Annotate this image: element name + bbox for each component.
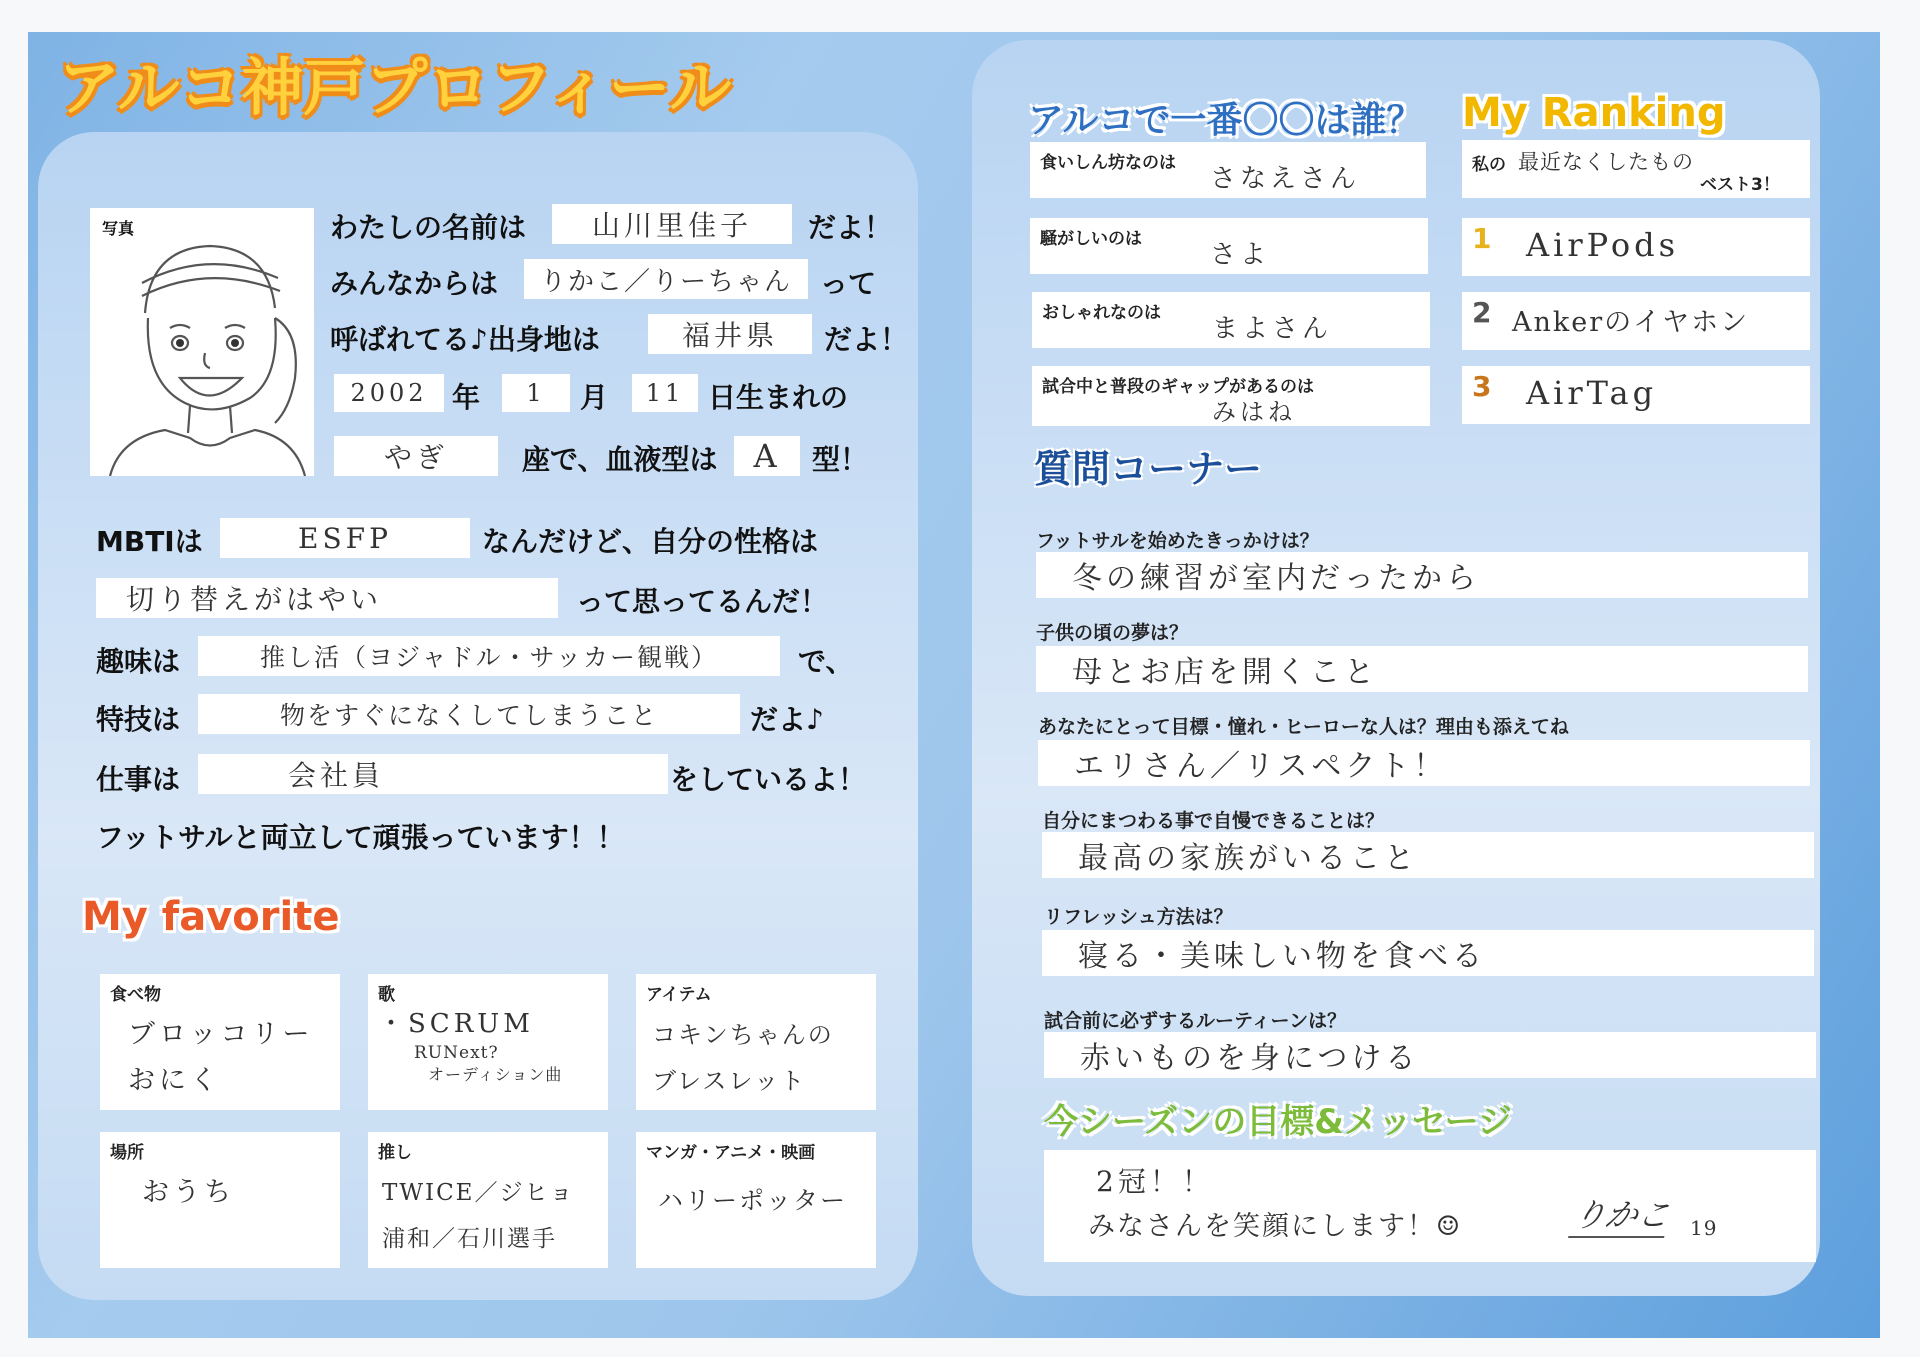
name-suffix: だよ！ <box>808 211 893 244</box>
questions-panel <box>972 40 1820 1296</box>
who-answer-gap: みはね <box>1212 398 1296 426</box>
hometown-field[interactable]: 福井県 <box>648 314 812 354</box>
skill-field[interactable]: 物をすぐになくしてしまうこと <box>198 694 740 734</box>
fav-media-value: ハリーポッター <box>658 1186 848 1215</box>
nickname-suffix: って <box>820 267 877 300</box>
rank-value-3: AirTag <box>1526 374 1658 412</box>
blood-suffix: 型！ <box>812 443 869 476</box>
ranking-item-1 <box>1462 218 1810 276</box>
fav-place-card <box>100 1132 340 1268</box>
signature-number: 19 <box>1690 1216 1718 1240</box>
ranking-heading: My Ranking <box>1462 90 1726 136</box>
who-card-foodie: 食いしん坊なのは さなえさん <box>1030 142 1426 198</box>
who-card-noisy: 騒がしいのは さよ <box>1030 218 1428 274</box>
rank-value-2: Ankerのイヤホン <box>1512 307 1750 338</box>
page-title: アルコ神戸プロフィール <box>58 51 732 124</box>
rank-number-3: 3 <box>1472 370 1492 403</box>
who-card-gap: 試合中と普段のギャップがあるのは みはね <box>1032 366 1430 426</box>
fav-item-value: コキンちゃんの ブレスレット <box>652 1021 834 1095</box>
hometown-prompt: 呼ばれてる♪出身地は <box>330 323 600 356</box>
fav-place-label: 場所 <box>110 1143 144 1163</box>
birth-day-field[interactable]: 11 <box>632 374 698 412</box>
birth-month-field[interactable]: 1 <box>502 374 570 412</box>
fav-oshi-card <box>368 1132 608 1268</box>
qa-answer-2: 母とお店を開くこと <box>1036 646 1808 692</box>
who-heading: アルコで一番〇〇は誰？ <box>1028 100 1423 141</box>
who-card-stylish: おしゃれなのは まよさん <box>1032 292 1430 348</box>
rank-value-1: AirPods <box>1526 226 1680 264</box>
ranking-item-3 <box>1462 366 1810 424</box>
qa-question-2: 子供の頃の夢は？ <box>1036 622 1189 644</box>
fav-media-label: マンガ・アニメ・映画 <box>646 1143 816 1163</box>
hobby-prompt: 趣味は <box>96 645 181 678</box>
hobby-field[interactable]: 推し活（ヨジャドル・サッカー観戦） <box>198 636 780 676</box>
zodiac-field[interactable]: やぎ <box>334 436 498 476</box>
fav-song-label: 歌 <box>378 985 395 1005</box>
favorite-heading: My favorite <box>82 894 340 940</box>
qa-question-6: 試合前に必ずするルーティーンは？ <box>1044 1010 1347 1032</box>
message-line-2: みなさんを笑顔にします！☺ <box>1088 1211 1463 1242</box>
rank-number-2: 2 <box>1472 296 1492 329</box>
fav-item-label: アイテム <box>646 985 712 1005</box>
portrait-drawing <box>90 208 314 476</box>
day-unit: 日生まれの <box>708 381 849 414</box>
nickname-field[interactable]: りかこ／りーちゃん <box>524 259 808 299</box>
qa-answer-6: 赤いものを身につける <box>1044 1032 1816 1078</box>
personality-prompt: なんだけど、自分の性格は <box>482 525 819 558</box>
qa-question-5: リフレッシュ方法は？ <box>1044 906 1233 928</box>
fav-place-value: おうち <box>142 1177 235 1208</box>
fav-song-card <box>368 974 608 1110</box>
photo-label: 写真 <box>102 219 135 238</box>
name-field[interactable]: 山川里佳子 <box>552 204 792 244</box>
fav-media-card <box>636 1132 876 1268</box>
birth-year-field[interactable]: 2002 <box>334 374 444 412</box>
mbti-field[interactable]: ESFP <box>220 518 470 558</box>
qa-question-4: 自分にまつわる事で自慢できることは？ <box>1042 810 1385 832</box>
blood-type-field[interactable]: A <box>734 436 800 476</box>
hometown-suffix: だよ！ <box>824 323 909 356</box>
nickname-prompt: みんなからは <box>330 267 499 300</box>
closing-text: フットサルと両立して頑張っています！！ <box>96 821 625 854</box>
message-line-1: 2冠！！ <box>1096 1165 1214 1198</box>
qa-question-3: あなたにとって目標・憧れ・ヒーローな人は？理由も添えてね <box>1038 716 1569 738</box>
blood-prompt: 座で、血液型は <box>522 443 718 476</box>
fav-food-card <box>100 974 340 1110</box>
qa-answer-4: 最高の家族がいること <box>1042 832 1814 878</box>
skill-prompt: 特技は <box>96 703 181 736</box>
job-prompt: 仕事は <box>96 763 181 796</box>
fav-oshi-value: TWICE／ジヒョ 浦和／石川選手 <box>382 1180 575 1252</box>
profile-panel <box>38 132 918 1300</box>
personality-field[interactable]: 切り替えがはやい <box>96 578 558 618</box>
who-answer-foodie: さなえさん <box>1210 164 1361 194</box>
qa-question-1: フットサルを始めたきっかけは？ <box>1036 530 1319 552</box>
fav-food-label: 食べ物 <box>110 985 161 1005</box>
message-heading: 今シーズンの目標&メッセージ <box>1044 1102 1512 1142</box>
name-prompt: わたしの名前は <box>330 211 527 244</box>
who-answer-noisy: さよ <box>1210 240 1271 270</box>
personality-suffix: って思ってるんだ！ <box>576 585 829 618</box>
ranking-question: 私の 最近なくしたもの ベスト3！ <box>1462 140 1810 198</box>
qa-answer-1: 冬の練習が室内だったから <box>1036 552 1808 598</box>
who-answer-stylish: まよさん <box>1212 314 1333 344</box>
qa-answer-5: 寝る・美味しい物を食べる <box>1042 930 1814 976</box>
photo-frame <box>90 208 314 476</box>
ranking-item-2 <box>1462 292 1810 350</box>
job-suffix: をしているよ！ <box>670 763 867 796</box>
skill-suffix: だよ♪ <box>750 703 824 736</box>
fav-oshi-label: 推し <box>378 1143 412 1163</box>
fav-food-value: ブロッコリー おにく <box>128 1019 314 1096</box>
fav-song-value: ・SCRUM RUNext? オーディション曲 <box>378 1009 563 1084</box>
message-box <box>1044 1150 1816 1262</box>
rank-number-1: 1 <box>1472 222 1492 255</box>
month-unit: 月 <box>580 381 609 414</box>
year-unit: 年 <box>452 381 481 414</box>
job-field[interactable]: 会社員 <box>198 754 668 794</box>
qa-heading: 質問コーナー <box>1034 447 1263 491</box>
fav-item-card <box>636 974 876 1110</box>
signature-image: りかこ <box>1568 1190 1676 1238</box>
qa-answer-3: エリさん／リスペクト！ <box>1038 740 1810 786</box>
hobby-suffix: で、 <box>798 645 854 678</box>
mbti-prompt: MBTIは <box>96 525 203 558</box>
